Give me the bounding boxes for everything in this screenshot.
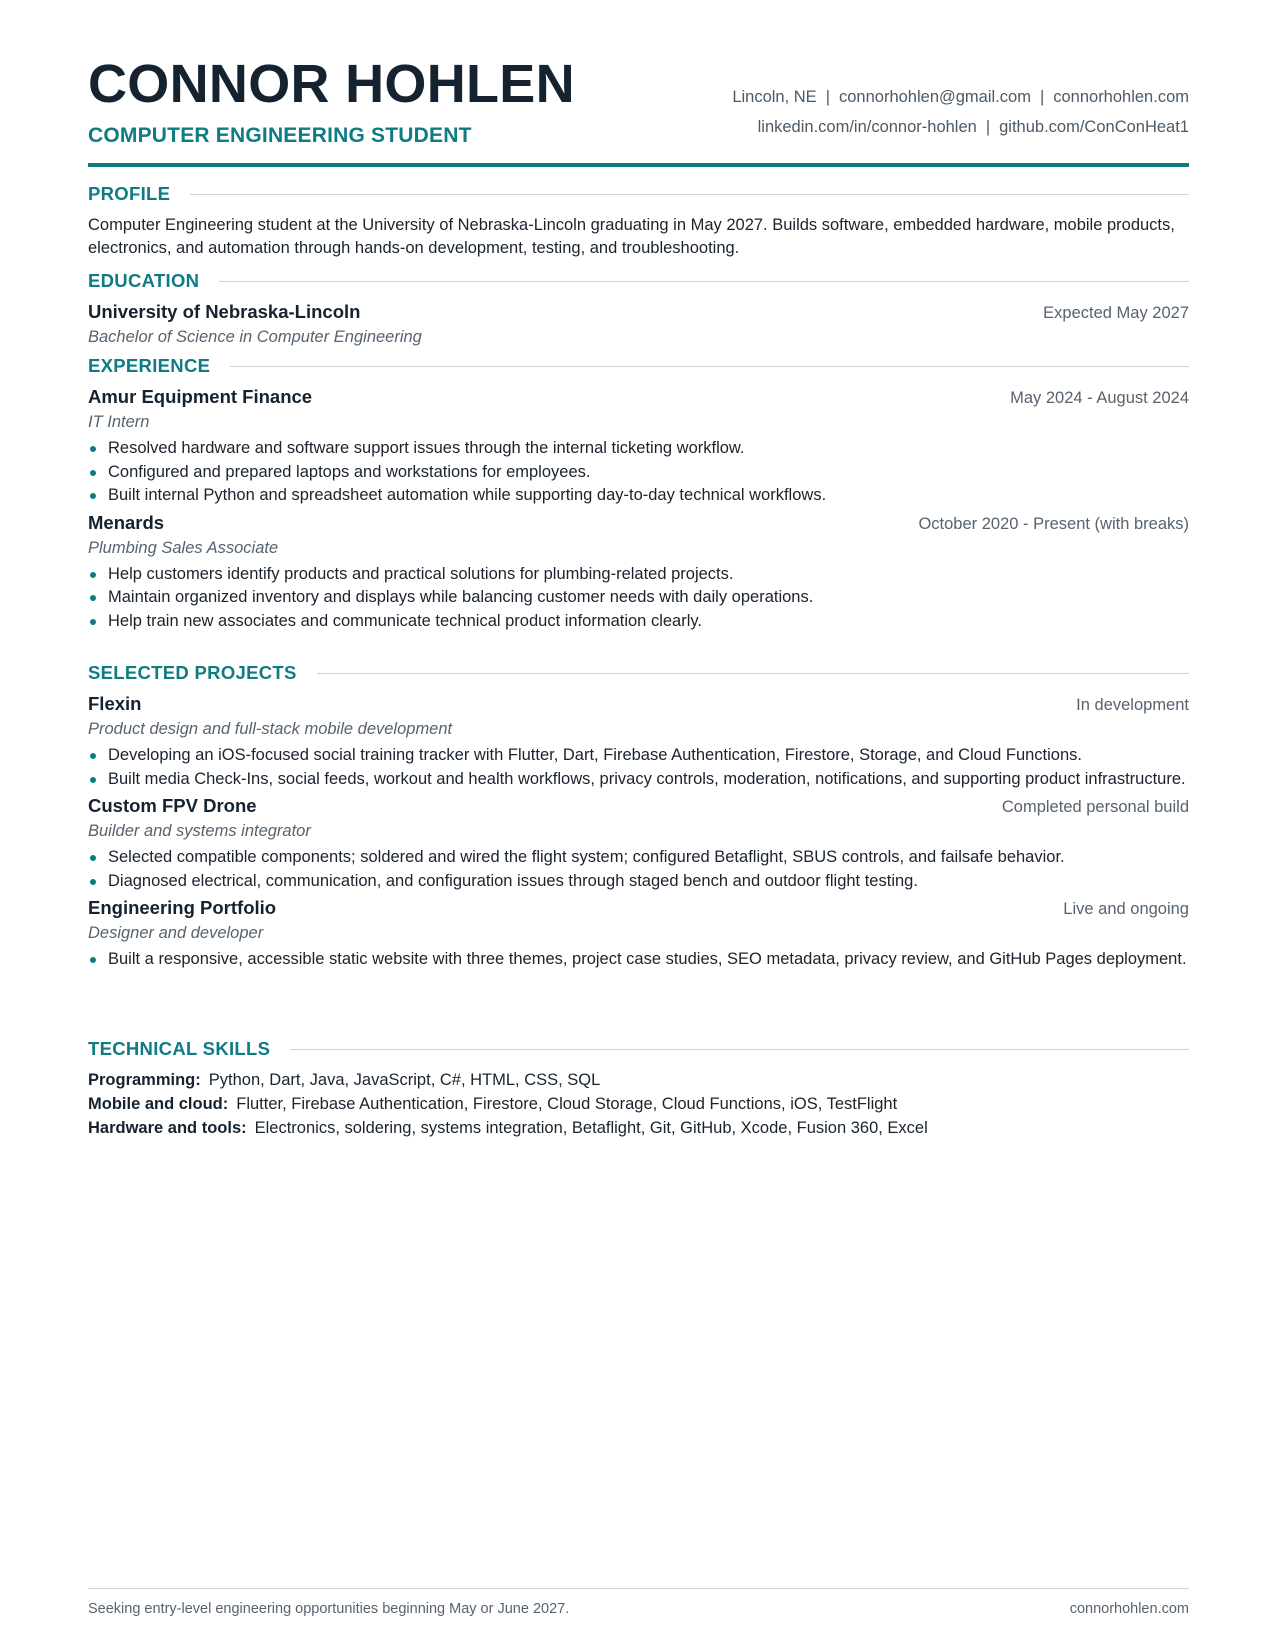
list-item: Help train new associates and communicate technical product information clearly. [88,611,1189,633]
bullet-list [88,745,1189,790]
bullet-dot-icon [90,470,96,476]
bullet-dot-icon [90,595,96,601]
skills-value: Flutter, Firebase Authentication, Firestore, Cloud Storage, Cloud Functions, iOS, TestFlight [236,1095,898,1113]
project-entry [88,691,1189,790]
list-item: Help customers identify products and practical solutions for plumbing-related projects. [88,564,1189,586]
list-item: Configured and prepared laptops and workstations for employees. [88,462,1189,484]
contact-location: Lincoln, NE [732,88,817,106]
contact-linkedin-link[interactable]: linkedin.com/in/connor-hohlen [757,118,977,136]
project-name: Flexin [88,693,142,714]
bullet-dot-icon [90,493,96,499]
bullet-dot-icon [90,957,96,963]
list-item: Selected compatible components; soldered and wired the flight system; configured Betaflight, SBUS controls, and failsafe behavior. [88,847,1189,869]
employment-date: October 2020 - Present (with breaks) [918,514,1189,533]
list-item: Built a responsive, accessible static website with three themes, project case studies, SEO metadata, privacy review, and GitHub Pages deployment. [88,949,1189,971]
profile-section [88,181,1189,260]
bullet-dot-icon [90,753,96,759]
contact-line-2 [732,112,1189,142]
bullet-list [88,438,1189,507]
contact-separator: | [985,118,991,136]
section-heading [88,353,1189,379]
contact-separator: | [1039,88,1045,106]
experience-section [88,353,1189,634]
contact-separator: | [825,88,830,106]
job-title: Plumbing Sales Associate [88,538,279,557]
list-item: Built internal Python and spreadsheet automation while supporting day-to-day technical workflows. [88,485,1189,507]
footer-note: Seeking entry-level engineering opportunities beginning May or June 2027. [88,1601,570,1617]
section-title-skills: TECHNICAL SKILLS [88,1038,271,1059]
section-divider [190,194,1189,195]
employment-date: May 2024 - August 2024 [1010,389,1189,407]
education-section [88,268,1189,348]
bullet-list [88,564,1189,633]
profile-summary: Computer Engineering student at the University of Nebraska-Lincoln graduating in May 2027. Builds software, embedded hardware, mobile products, electronics, and automation through hands-on development, testing, and troubleshooting. [88,216,1175,257]
skills-label: Mobile and cloud: [88,1095,229,1113]
skills-row [88,1116,1189,1140]
skills-row [88,1068,1189,1092]
section-title-projects: SELECTED PROJECTS [88,662,297,683]
experience-entry [88,510,1189,633]
company-name: Menards [88,511,165,533]
bullet-dot-icon [90,446,96,452]
company-name: Amur Equipment Finance [88,386,313,407]
project-status: In development [1076,696,1189,714]
bullet-dot-icon [90,619,96,625]
header-divider [88,163,1189,167]
list-item: Diagnosed electrical, communication, and configuration issues through staged bench and outdoor flight testing. [88,871,1189,893]
project-role: Designer and developer [88,924,264,942]
footer-website-link[interactable]: connorhohlen.com [1069,1601,1189,1617]
education-entry [88,299,1189,348]
education-date: Expected May 2027 [1043,304,1189,322]
resume-page [88,0,1189,1650]
contact-website-link[interactable]: connorhohlen.com [1053,88,1189,106]
section-heading [88,181,1189,207]
projects-section [88,660,1189,973]
project-name: Engineering Portfolio [88,897,277,918]
resume-header [88,52,1189,164]
section-title-experience: EXPERIENCE [88,355,211,376]
section-divider [290,1049,1189,1050]
section-heading [88,660,1189,686]
project-role: Builder and systems integrator [88,822,311,840]
skills-value: Electronics, soldering, systems integration, Betaflight, Git, GitHub, Xcode, Fusion 360, Excel [254,1119,928,1137]
skills-list [88,1068,1189,1140]
bullet-dot-icon [90,572,96,578]
project-role: Product design and full-stack mobile development [88,720,453,738]
project-status: Live and ongoing [1063,900,1189,918]
project-status: Completed personal build [1001,798,1189,816]
section-divider [219,281,1189,282]
section-title-education: EDUCATION [88,270,200,291]
section-heading [88,268,1189,294]
list-item: Built media Check-Ins, social feeds, workout and health workflows, privacy controls, moderation, notifications, and supporting product infrastructure. [88,769,1189,791]
skills-label: Programming: [88,1071,201,1089]
page-footer [88,1588,1189,1617]
section-divider [317,673,1189,674]
school-name: University of Nebraska-Lincoln [88,301,361,322]
skills-value: Python, Dart, Java, JavaScript, C#, HTML, CSS, SQL [208,1071,601,1089]
project-entry [88,793,1189,892]
bullet-list [88,949,1189,971]
section-heading [88,1036,1189,1062]
contact-info [732,82,1189,142]
contact-github-link[interactable]: github.com/ConConHeat1 [999,118,1189,136]
candidate-name: CONNOR HOHLEN [88,54,575,114]
contact-line-1 [732,82,1189,112]
project-name: Custom FPV Drone [88,795,257,816]
section-divider [230,366,1189,367]
candidate-role: COMPUTER ENGINEERING STUDENT [88,124,472,147]
contact-email-link[interactable]: connorhohlen@gmail.com [839,88,1031,106]
job-title: IT Intern [88,413,150,431]
skills-row [88,1092,1189,1116]
bullet-dot-icon [90,879,96,885]
project-entry [88,895,1189,971]
bullet-dot-icon [90,855,96,861]
degree-name: Bachelor of Science in Computer Engineering [88,328,422,346]
section-title-profile: PROFILE [88,183,171,204]
list-item: Resolved hardware and software support issues through the internal ticketing workflow. [88,438,1189,460]
skills-section [88,1036,1189,1140]
bullet-list [88,847,1189,892]
list-item: Maintain organized inventory and displays while balancing customer needs with daily operations. [88,587,1189,609]
bullet-dot-icon [90,777,96,783]
list-item: Developing an iOS-focused social training tracker with Flutter, Dart, Firebase Authentication, Firestore, Storage, and Cloud Functions. [88,745,1189,767]
skills-label: Hardware and tools: [88,1119,247,1137]
experience-entry [88,384,1189,507]
